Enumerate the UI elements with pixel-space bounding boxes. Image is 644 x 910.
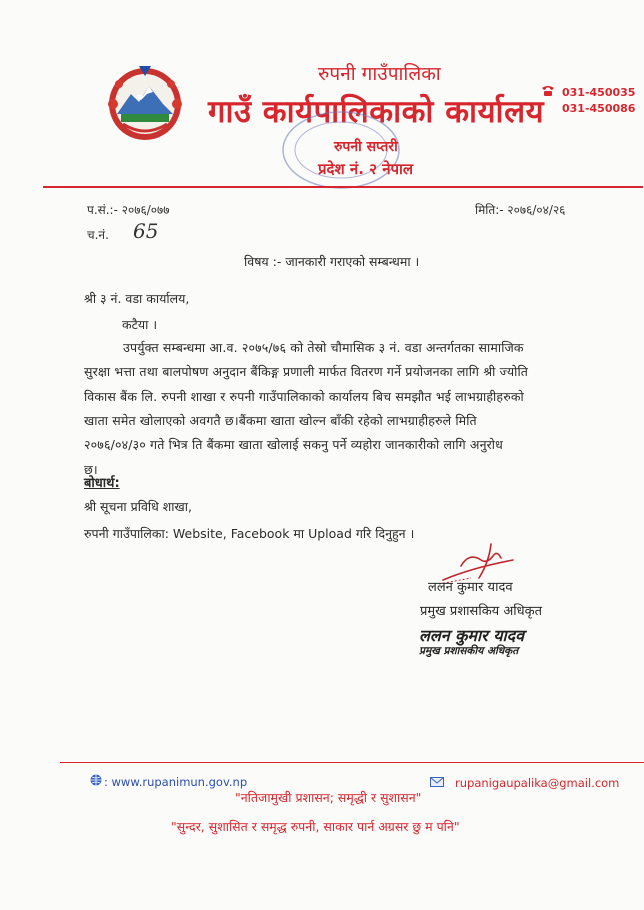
footer-divider [60,762,644,763]
dispatch-number-handwritten: 65 [133,219,159,243]
phone-number-2: 031-450086 [562,102,636,115]
mail-icon [430,777,444,787]
province-line: प्रदेश नं. २ नेपाल [318,160,414,178]
body-line: उपर्युक्त सम्बन्धमा आ.व. २०७५/७६ को तेस्रो चौमासिक ३ नं. वडा अन्तर्गतका सामाजिक [123,340,524,355]
signatory-name: ललन कुमार यादव [428,580,513,595]
phone-number-1: 031-450035 [562,86,636,99]
dispatch-number-label: च.नं. [87,228,109,242]
cc-heading: बोधार्थ: [84,476,120,491]
motto-line-2: "सुन्दर, सुशासित र समृद्ध रुपनी, साकार पार्न अग्रसर छु म पनि" [171,819,460,834]
body-line: खाता समेत खोलाएको अवगतै छ।बैंकमा खाता खोल्न बाँकी रहेको लाभग्राहीहरुले मिति [84,413,477,428]
body-line: सुरक्षा भत्ता तथा बालपोषण अनुदान बैंकिङ्ग प्रणाली मार्फत वितरण गर्ने प्रयोजनका लागि श्री ज्योति [84,364,529,379]
phone-icon [541,85,555,97]
body-line: विकास बैंक लि. रुपनी शाखा र रुपनी गाउँपालिकाको कार्यालय बिच समझौत भई लाभग्राहीहरुको [84,389,524,404]
email-link[interactable]: rupanigaupalika@gmail.com [455,776,620,790]
body-line: छ। [84,462,98,477]
municipality-name: रुपनी गाउँपालिका [318,63,441,85]
body-line: २०७६/०४/३० गते भित्र ति बैंकमा खाता खोलाई सकनु पर्ने व्यहोरा जानकारीको लागि अनुरोध [84,437,504,452]
globe-icon [90,774,102,786]
addressee-line-2: कटैया । [122,317,158,332]
motto-line-1: "नतिजामुखी प्रशासन; समृद्धी र सुशासन" [235,790,422,805]
subject-line: विषय :- जानकारी गराएको सम्बन्धमा । [244,254,420,269]
letter-date: मिति:- २०७६/०४/२६ [475,203,566,217]
cc-line-2: रुपनी गाउँपालिका: Website, Facebook मा Upload गरि दिनुहुन । [84,526,415,541]
name-stamp: ललन कुमार यादव [419,626,525,645]
district-line: रुपनी सप्तरी [334,139,398,155]
signatory-title: प्रमुख प्रशासकिय अधिकृत [420,604,543,619]
title-stamp: प्रमुख प्रशासकीय अधिकृत [419,645,519,657]
office-title: गाउँ कार्यपालिकाको कार्यालय [208,94,545,130]
addressee-line-1: श्री ३ नं. वडा कार्यालय, [84,291,190,306]
cc-line-1: श्री सूचना प्रविधि शाखा, [84,499,192,514]
nepal-emblem-icon [103,60,187,144]
reference-number: प.सं.:- २०७६/०७७ [87,203,170,217]
header-divider [43,186,643,188]
website-link[interactable]: : www.rupanimun.gov.np [104,775,248,789]
